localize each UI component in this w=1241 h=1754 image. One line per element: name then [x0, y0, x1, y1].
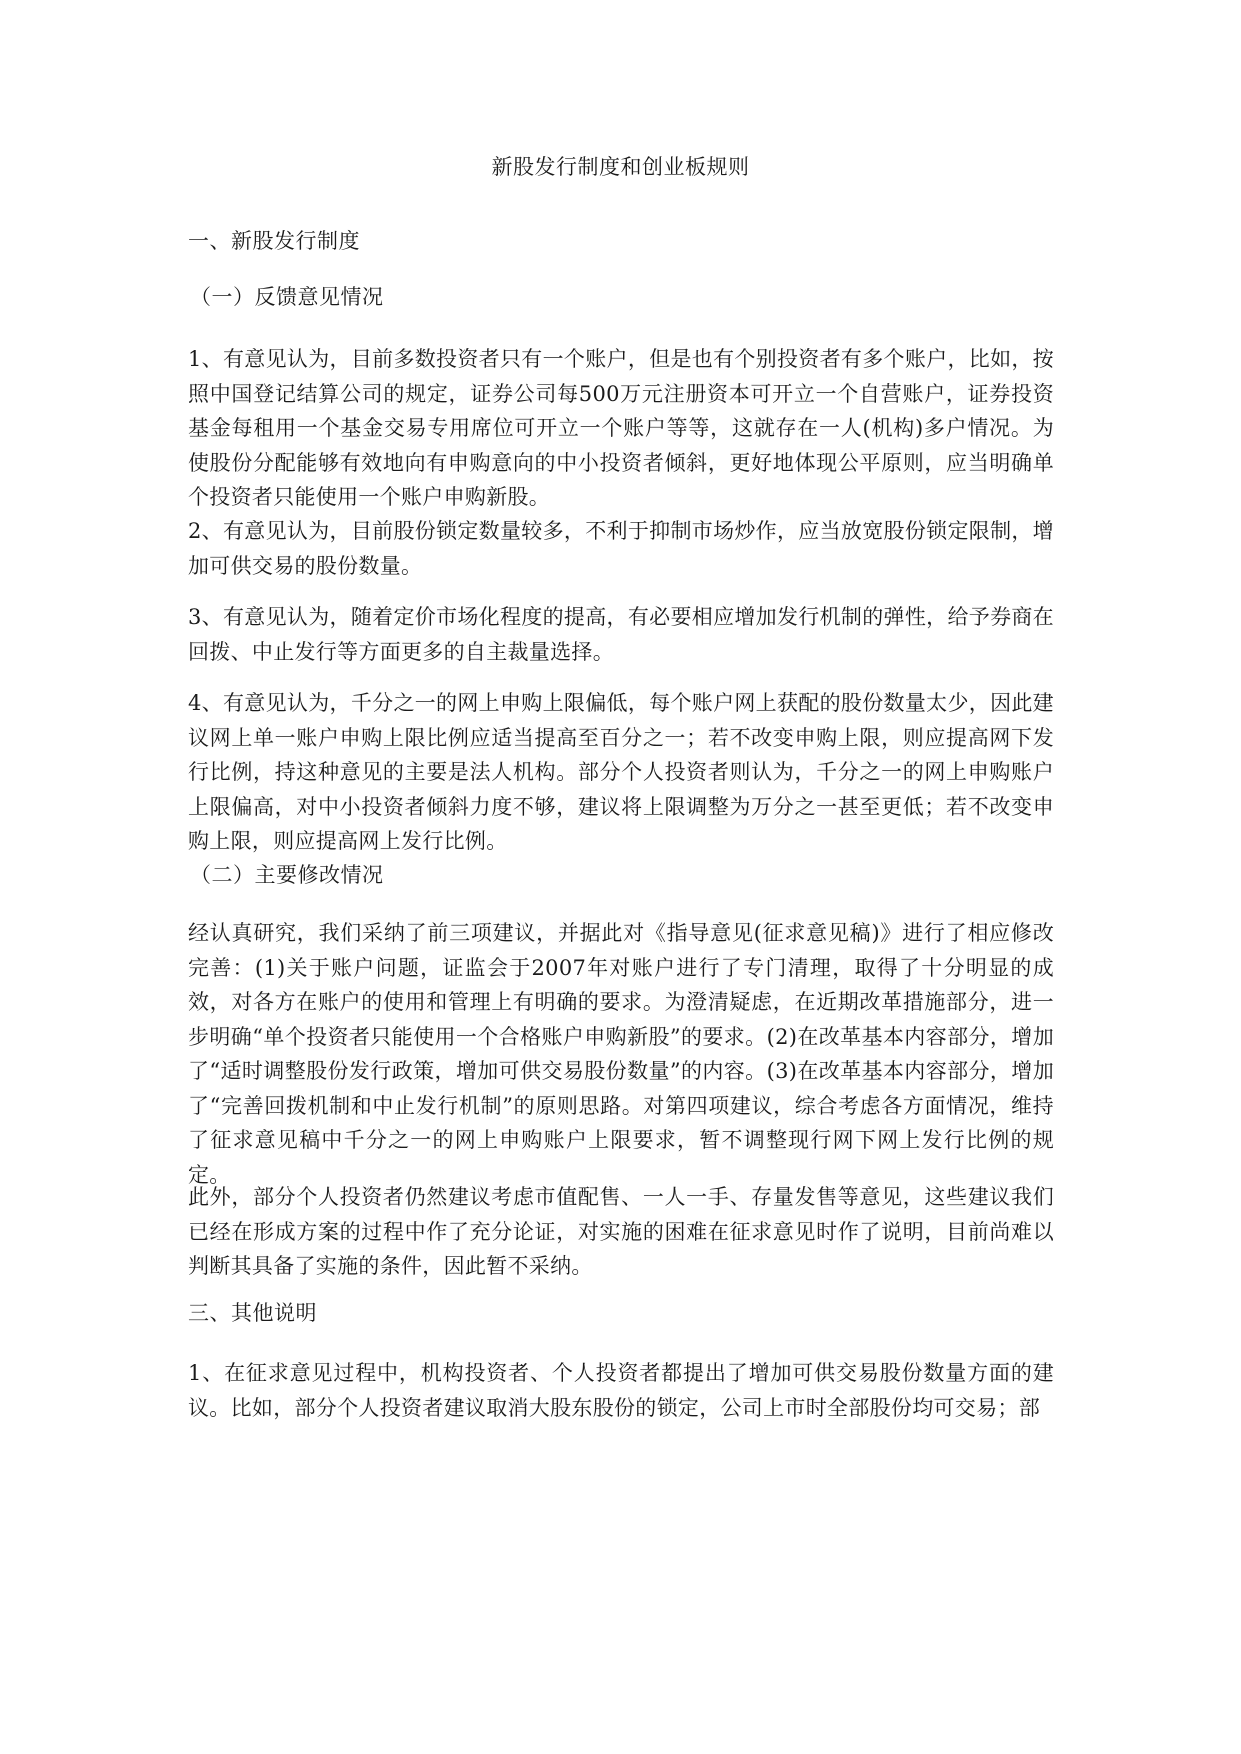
subsection-heading-feedback: （一）反馈意见情况 — [190, 285, 384, 309]
paragraph-other-note-1: 1、在征求意见过程中，机构投资者、个人投资者都提出了增加可供交易股份数量方面的建议。比如，部分个人投资者建议取消大股东股份的锁定，公司上市时全部股份均可交易；部 — [188, 1361, 1054, 1420]
paragraph-item-3: 3、有意见认为，随着定价市场化程度的提高，有必要相应增加发行机制的弹性，给予券商在回拨、中止发行等方面更多的自主裁量选择。 — [188, 605, 1054, 664]
paragraph-revision-details: 经认真研究，我们采纳了前三项建议，并据此对《指导意见(征求意见稿)》进行了相应修改完善：(1)关于账户问题，证监会于2007年对账户进行了专门清理，取得了十分明显的成效，对各方在账户的使用和管理上有明确的要求。为澄清疑虑，在近期改革措施部分，进一步明确“单个投资者只能使用一个合格账户申购新股”的要求。(2)在改革基本内容部分，增加了“适时调整股份发行政策，增加可供交易股份数量”的内容。(3)在改革基本内容部分，增加了“完善回拨机制和中止发行机制”的原则思路。对第四项建议，综合考虑各方面情况，维持了征求意见稿中千分之一的网上申购账户上限要求，暂不调整现行网下网上发行比例的规定。 — [188, 921, 1054, 1187]
subsection-heading-revisions: （二）主要修改情况 — [190, 863, 384, 887]
section-heading-new-share-issuance: 一、新股发行制度 — [188, 229, 360, 253]
paragraph-item-4: 4、有意见认为，千分之一的网上申购上限偏低，每个账户网上获配的股份数量太少，因此建议网上单一账户申购上限比例应适当提高至百分之一；若不改变申购上限，则应提高网下发行比例，持这种意见的主要是法人机构。部分个人投资者则认为，千分之一的网上申购账户上限偏高，对中小投资者倾斜力度不够，建议将上限调整为万分之一甚至更低；若不改变申购上限，则应提高网上发行比例。 — [188, 691, 1054, 853]
section-heading-other-notes: 三、其他说明 — [188, 1301, 317, 1325]
paragraph-item-1: 1、有意见认为，目前多数投资者只有一个账户，但是也有个别投资者有多个账户，比如，按照中国登记结算公司的规定，证券公司每500万元注册资本可开立一个自营账户，证券投资基金每租用一个基金交易专用席位可开立一个账户等等，这就存在一人(机构)多户情况。为使股份分配能够有效地向有申购意向的中小投资者倾斜，更好地体现公平原则，应当明确单个投资者只能使用一个账户申购新股。 — [188, 347, 1054, 509]
paragraph-item-2: 2、有意见认为，目前股份锁定数量较多，不利于抑制市场炒作，应当放宽股份锁定限制，增加可供交易的股份数量。 — [188, 519, 1054, 578]
document-title: 新股发行制度和创业板规则 — [491, 155, 750, 179]
paragraph-other-suggestions: 此外，部分个人投资者仍然建议考虑市值配售、一人一手、存量发售等意见，这些建议我们已经在形成方案的过程中作了充分论证，对实施的困难在征求意见时作了说明，目前尚难以判断其具备了实施的条件，因此暂不采纳。 — [188, 1185, 1054, 1278]
